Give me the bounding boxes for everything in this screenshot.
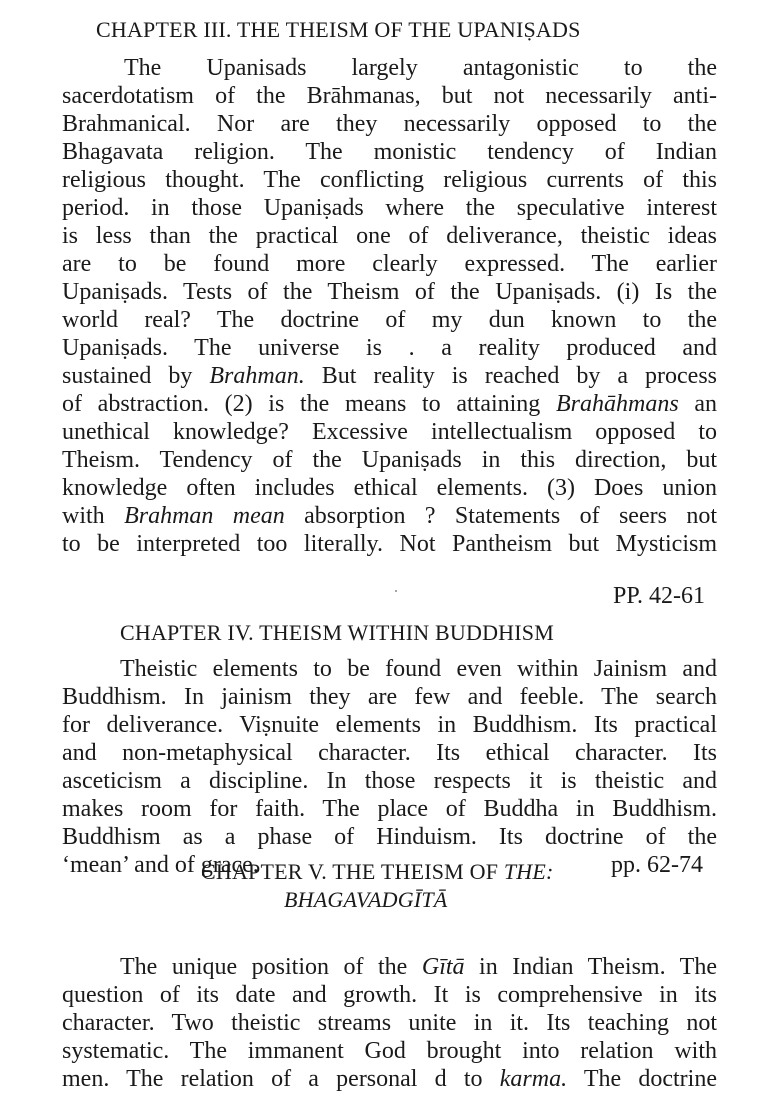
text-segment: period. in those Upaniṣads where the speculative interest <box>62 195 717 221</box>
text-line <box>62 474 717 502</box>
text-line <box>62 110 717 138</box>
text-segment: Theism. Tendency of the Upaniṣads in this direction, but <box>62 447 717 473</box>
text-segment: Theistic elements to be found even within Jainism and <box>120 656 717 682</box>
text-line <box>124 54 717 82</box>
text-line <box>62 166 717 194</box>
text-segment: asceticism a discipline. In those respects it is theistic and <box>62 768 717 794</box>
chapter-4-pages: pp. 62-74 <box>611 852 703 878</box>
text-segment: for deliverance. Viṣnuite elements in Buddhism. Its practical <box>62 712 717 738</box>
text-segment: world real? The doctrine of my dun known to the <box>62 307 717 333</box>
chapter-4-last-line: ‘mean’ and of grace. <box>62 852 259 878</box>
italic-term: Brahāhmans <box>556 391 679 417</box>
text-segment: with <box>62 503 125 529</box>
text-line <box>62 194 717 222</box>
text-line <box>62 278 717 306</box>
text-line <box>62 502 717 530</box>
text-line <box>62 82 717 110</box>
chapter-3-heading: CHAPTER III. THE THEISM OF THE UPANIṢADS <box>96 17 581 42</box>
italic-term: karma. <box>499 1066 568 1092</box>
text-segment: unethical knowledge? Excessive intellectualism opposed to <box>62 419 717 445</box>
text-segment: Buddhism. In jainism they are few and feeble. The search <box>62 684 717 710</box>
text-segment: an <box>678 391 718 417</box>
text-segment: are to be found more clearly expressed. The earlier <box>62 251 717 277</box>
text-line <box>62 981 717 1009</box>
text-line <box>62 390 717 418</box>
text-segment: Upaniṣads. The universe is . a reality produced and <box>62 335 717 361</box>
text-line <box>62 222 717 250</box>
text-line <box>62 1037 717 1065</box>
text-segment: The unique position of the <box>120 954 422 980</box>
text-line <box>62 362 717 390</box>
text-segment: of abstraction. (2) is the means to attaining <box>62 391 556 417</box>
text-line <box>120 655 717 683</box>
text-segment: systematic. The immanent God brought into relation with <box>62 1038 717 1064</box>
italic-term: Gītā <box>421 954 465 980</box>
text-segment: in Indian Theism. The <box>464 954 717 980</box>
text-line <box>62 446 717 474</box>
text-segment: But reality is reached by a process <box>304 363 718 389</box>
text-segment: The Upanisads largely antagonistic to the <box>124 55 717 81</box>
chapter-5-heading-prefix: CHAPTER V. THE THEISM OF <box>201 859 504 884</box>
speck <box>395 590 397 592</box>
text-line <box>62 1009 717 1037</box>
chapter-4-heading: CHAPTER IV. THEISM WITHIN BUDDHISM <box>120 620 554 645</box>
text-line <box>62 683 717 711</box>
chapter-5-heading-line2 <box>284 886 447 914</box>
chapter-5-heading-italic: THE: <box>503 859 554 884</box>
text-segment: knowledge often includes ethical elements. (3) Does union <box>62 475 717 501</box>
text-segment: Buddhism as a phase of Hinduism. Its doctrine of the <box>62 824 717 850</box>
text-line <box>62 823 717 851</box>
italic-term: Brahman. <box>209 363 305 389</box>
text-segment: men. The relation of a personal d to <box>62 1066 500 1092</box>
text-segment: absorption ? Statements of seers not <box>284 503 717 529</box>
text-line <box>62 1065 717 1093</box>
text-line <box>62 767 717 795</box>
text-line <box>62 306 717 334</box>
text-segment: Bhagavata religion. The monistic tendency of Indian <box>62 139 717 165</box>
chapter-3-pages: PP. 42-61 <box>613 583 706 609</box>
text-line <box>62 711 717 739</box>
text-line <box>120 953 717 981</box>
text-line <box>62 530 717 558</box>
text-segment: question of its date and growth. It is comprehensive in its <box>62 982 717 1008</box>
chapter-5-heading-title: BHAGAVADGĪTĀ <box>284 887 448 912</box>
text-segment: to be interpreted too literally. Not Pantheism but Mysticism <box>62 531 717 557</box>
text-line <box>62 138 717 166</box>
text-segment: character. Two theistic streams unite in it. Its teaching not <box>62 1010 717 1036</box>
text-segment: sacerdotatism of the Brāhmanas, but not necessarily anti- <box>62 83 717 109</box>
text-segment: sustained by <box>62 363 210 389</box>
text-line <box>62 739 717 767</box>
text-segment: makes room for faith. The place of Buddha in Buddhism. <box>62 796 717 822</box>
text-line <box>62 334 717 362</box>
text-segment: is less than the practical one of deliverance, theistic ideas <box>62 223 717 249</box>
text-segment: The doctrine <box>567 1066 717 1092</box>
italic-term: Brahman mean <box>124 503 285 529</box>
text-line <box>62 795 717 823</box>
text-segment: Brahmanical. Nor are they necessarily opposed to the <box>62 111 717 137</box>
chapter-5-heading <box>201 858 554 886</box>
text-segment: and non-metaphysical character. Its ethical character. Its <box>62 740 717 766</box>
text-line <box>62 250 717 278</box>
text-line <box>62 418 717 446</box>
text-segment: religious thought. The conflicting religious currents of this <box>62 167 717 193</box>
text-segment: Upaniṣads. Tests of the Theism of the Upaniṣads. (i) Is the <box>62 279 717 305</box>
